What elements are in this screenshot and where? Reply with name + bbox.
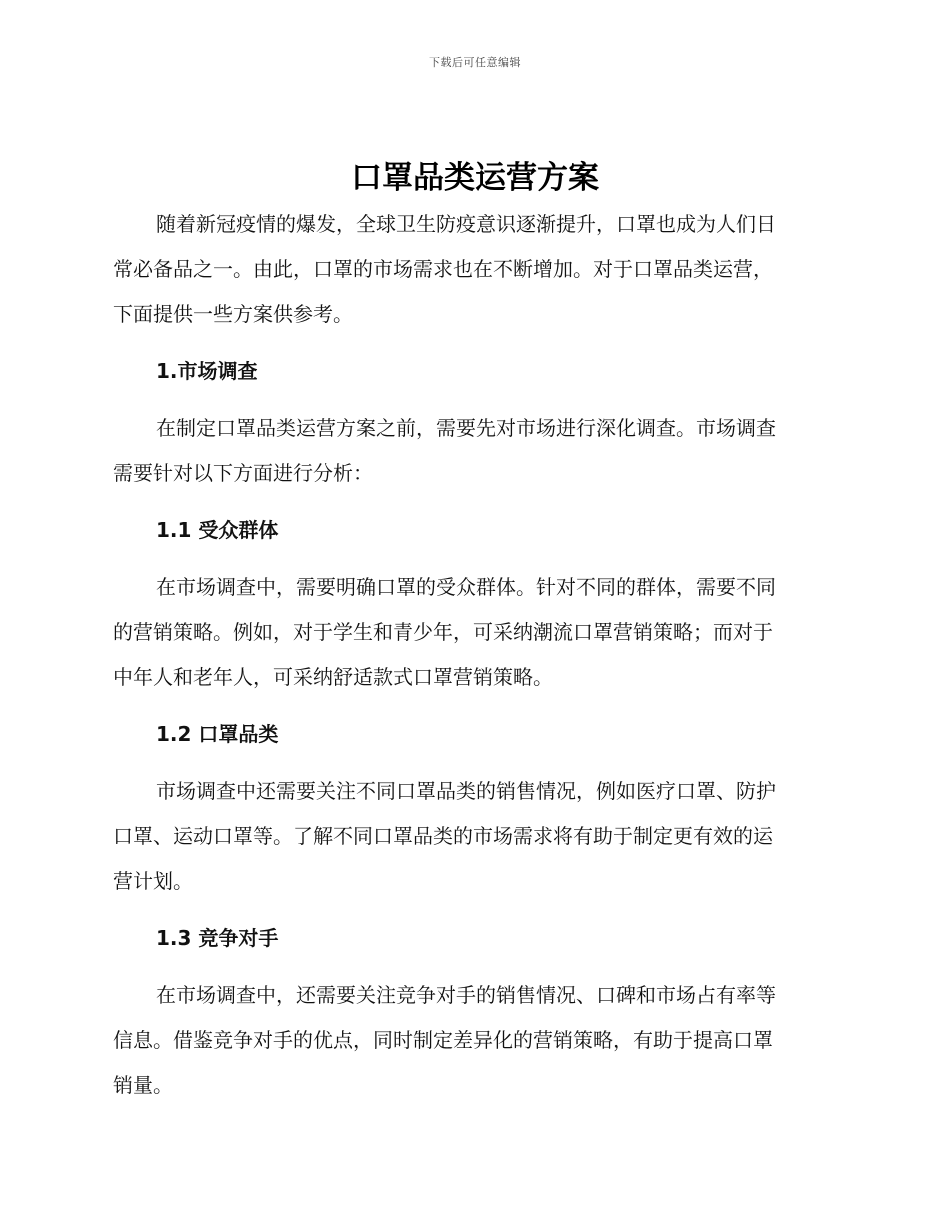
paragraph-line: 在市场调查中，需要明确口罩的受众群体。针对不同的群体，需要不同	[156, 575, 776, 599]
paragraph-line: 销量。	[113, 1073, 173, 1097]
paragraph-line: 的营销策略。例如，对于学生和青少年，可采纳潮流口罩营销策略；而对于	[113, 620, 773, 644]
document-body	[113, 202, 833, 1108]
intro-paragraph	[113, 202, 833, 337]
paragraph-line: 在制定口罩品类运营方案之前，需要先对市场进行深化调查。市场调查	[156, 416, 776, 440]
paragraph-line: 需要针对以下方面进行分析：	[113, 461, 373, 485]
section1-2-paragraph	[113, 769, 833, 904]
section1-paragraph	[113, 406, 833, 496]
paragraph-line: 下面提供一些方案供参考。	[113, 302, 353, 326]
section-heading-market-research: 1.市场调查	[156, 359, 258, 383]
paragraph-line: 在市场调查中，还需要关注竞争对手的销售情况、口碑和市场占有率等	[156, 983, 776, 1007]
section-heading-audience: 1.1 受众群体	[156, 518, 279, 542]
section-heading-mask-categories: 1.2 口罩品类	[156, 722, 279, 746]
section1-3-paragraph	[113, 973, 833, 1108]
paragraph-line: 随着新冠疫情的爆发，全球卫生防疫意识逐渐提升，口罩也成为人们日	[156, 212, 776, 236]
paragraph-line: 营计划。	[113, 869, 193, 893]
paragraph-line: 常必备品之一。由此，口罩的市场需求也在不断增加。对于口罩品类运营，	[113, 257, 773, 281]
paragraph-line: 中年人和老年人，可采纳舒适款式口罩营销策略。	[113, 665, 553, 689]
paragraph-line: 市场调查中还需要关注不同口罩品类的销售情况，例如医疗口罩、防护	[156, 779, 776, 803]
section1-1-paragraph	[113, 565, 833, 700]
paragraph-line: 口罩、运动口罩等。了解不同口罩品类的市场需求将有助于制定更有效的运	[113, 824, 773, 848]
section-heading-competitors: 1.3 竞争对手	[156, 926, 279, 950]
page-header-note: 下载后可任意编辑	[429, 56, 521, 69]
paragraph-line: 信息。借鉴竞争对手的优点，同时制定差异化的营销策略，有助于提高口罩	[113, 1028, 773, 1052]
document-title: 口罩品类运营方案	[351, 160, 599, 196]
